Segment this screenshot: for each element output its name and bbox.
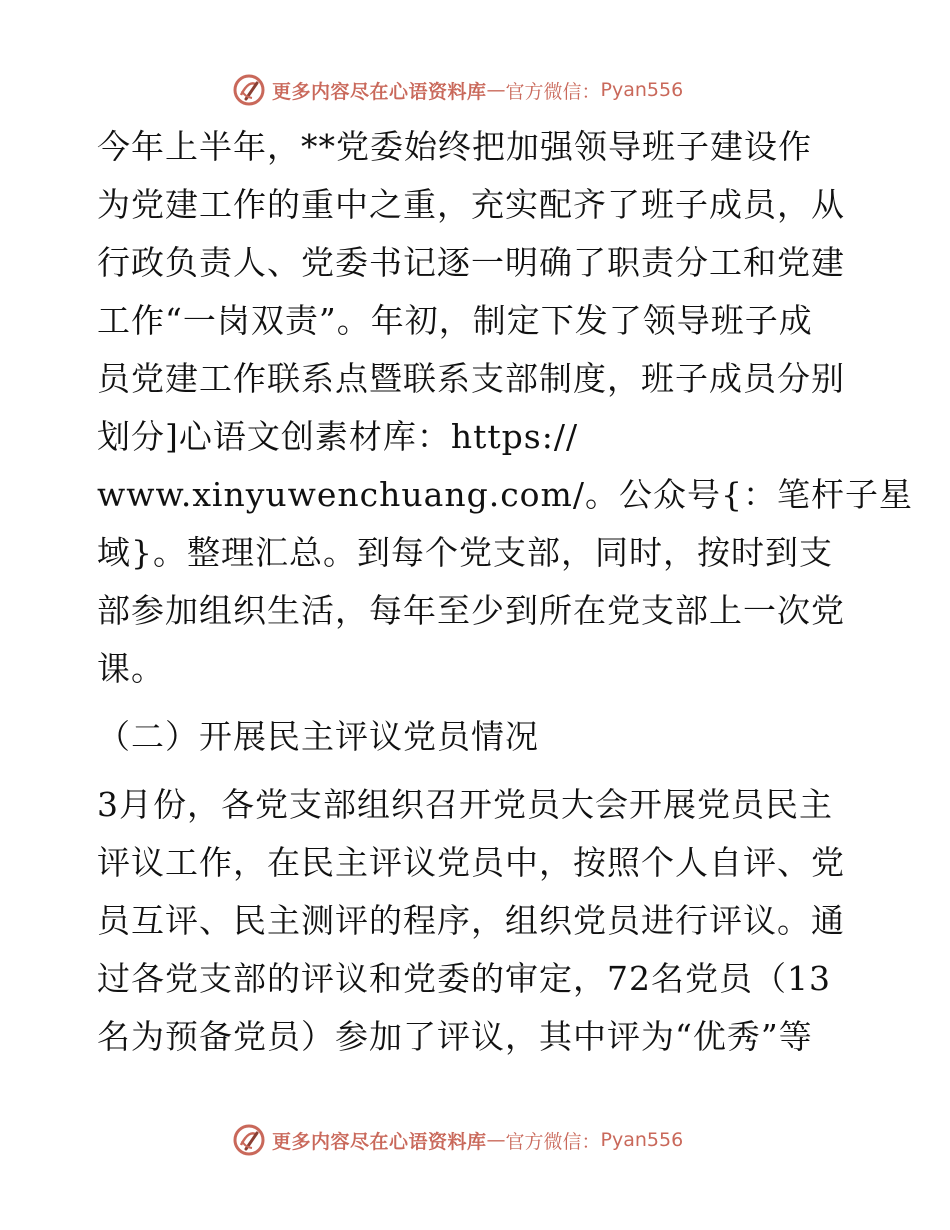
text-line: 名为预备党员）参加了评议，其中评为“优秀”等 [97,1017,813,1056]
text-line: 过各党支部的评议和党委的审定，72名党员（13 [97,959,831,998]
watermark-dash: — [486,79,506,101]
watermark-brand: 更多内容尽在心语资料库 [272,1130,487,1153]
watermark-wechat-id: Pyan556 [600,79,684,101]
watermark-official-label: 官方微信： [505,1130,601,1153]
text-line: 域}。整理汇总。到每个党支部，同时，按时到支 [97,533,833,572]
heading-line: （二）开展民主评议党员情况 [97,717,539,756]
brand-logo-icon [232,1123,266,1157]
document-body [97,118,913,1066]
watermark-dash: — [486,1129,506,1151]
paragraph-gap [97,766,857,776]
header-watermark [232,70,683,110]
paragraph-3 [97,776,857,1066]
text-line: 今年上半年，**党委始终把加强领导班子建设作 [97,127,812,166]
text-line: 工作“一岗双责”。年初，制定下发了领导班子成 [97,301,813,340]
section-heading [97,708,857,766]
watermark-wechat-id: Pyan556 [600,1129,684,1151]
text-line: 评议工作，在民主评议党员中，按照个人自评、党 [97,843,845,882]
text-line: 员党建工作联系点暨联系支部制度，班子成员分别 [97,359,845,398]
text-line: 划分]心语文创素材库：https:// [97,417,579,456]
watermark-official-label: 官方微信： [505,80,601,103]
paragraph-gap [97,698,857,708]
text-line: 行政负责人、党委书记逐一明确了职责分工和党建 [97,243,845,282]
text-line: 为党建工作的重中之重，充实配齐了班子成员，从 [97,185,845,224]
paragraph-1 [97,118,913,698]
text-line: 课。 [97,649,165,688]
text-line: www.xinyuwenchuang.com/。公众号{：笔杆子星 [97,475,913,514]
text-line: 员互评、民主测评的程序，组织党员进行评议。通 [97,901,845,940]
footer-watermark [232,1120,683,1160]
watermark-brand: 更多内容尽在心语资料库 [272,80,487,103]
text-line: 3月份，各党支部组织召开党员大会开展党员民主 [97,785,833,824]
brand-logo-icon [232,73,266,107]
text-line: 部参加组织生活，每年至少到所在党支部上一次党 [97,591,845,630]
